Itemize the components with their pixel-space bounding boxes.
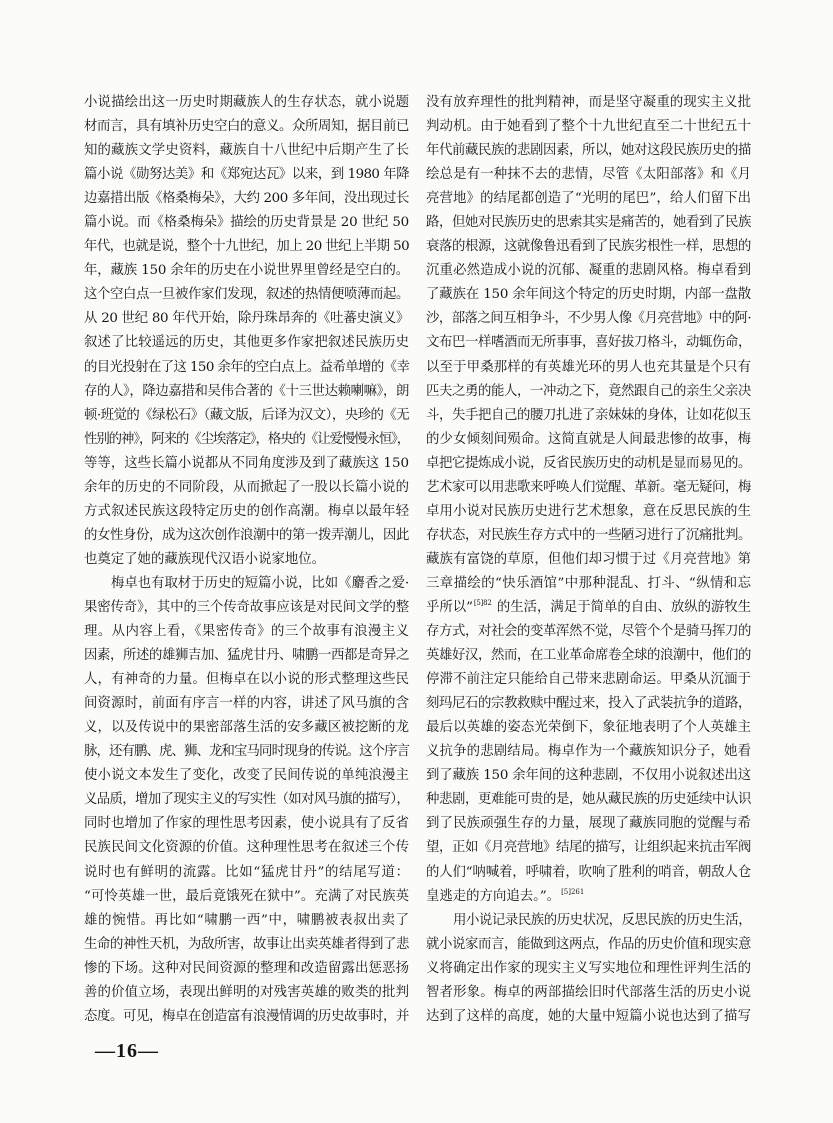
text-line: 脉，还有鹏、虎、狮、龙和宝马同时现身的传说。这个序言: [84, 744, 409, 760]
text-line: 的目光投射在了这 150 余年的空白点上。益希单增的《幸: [84, 359, 410, 375]
text-line: 民族民间文化资源的价值。这种理性思考在叙述三个传: [84, 840, 409, 856]
text-line: 果密传奇》，其中的三个传奇故事应该是对民间文学的整: [84, 599, 409, 615]
text-line: 沉重必然造成小说的沉郁、凝重的悲剧风格。梅卓看到: [426, 263, 751, 279]
text-line: 三章描绘的“快乐酒馆”中那种混乱、打斗、“纵情和忘: [426, 575, 751, 591]
text-segment: 乎所以”: [426, 599, 473, 615]
text-line: 也奠定了她的藏族现代汉语小说家地位。: [84, 551, 326, 567]
page-number: —16—: [95, 1040, 159, 1062]
text-line: 因素，所述的雄狮吉加、猛虎甘丹、啸鹏一西都是奇异之: [84, 648, 409, 664]
text-line: 用小说记录民族的历史状况，反思民族的历史生活，: [453, 912, 751, 928]
text-line: 义抗争的悲剧结局。梅卓作为一个藏族知识分子，她看: [426, 744, 751, 760]
text-line: 智者形象。梅卓的两部描绘旧时代部落生活的历史小说: [426, 984, 751, 1000]
text-line: 生命的神性天机，为敌所害，故事让出卖英雄者得到了悲: [84, 936, 409, 952]
text-line: 达到了这样的高度，她的大量中短篇小说也达到了描写: [426, 1008, 751, 1024]
text-line: 性别的神》，阿来的《尘埃落定》，格央的《让爱慢慢永恒》，: [84, 431, 409, 447]
text-line: 艺术家可以用悲歌来呼唤人们觉醒、革新。毫无疑问，梅: [426, 479, 751, 495]
text-line: 态度。可见，梅卓在创造富有浪漫情调的历史故事时，并: [84, 1008, 409, 1024]
text-line: 英雄好汉，然而，在工业革命席卷全球的浪潮中，他们的: [426, 648, 751, 664]
text-line: 惨的下场。这种对民间资源的整理和改造留露出惩恶扬: [84, 960, 409, 976]
right-column: [426, 91, 751, 1029]
text-line: 沙，部落之间互相争斗，不少男人像《月亮营地》中的阿·: [426, 311, 751, 327]
text-line: 种悲剧，更难能可贵的是，她从藏民族的历史延续中认识: [426, 792, 751, 808]
text-line: 卓把它提炼成小说，反省民族历史的动机是显而易见的。: [426, 455, 751, 471]
citation-superscript: [5]261: [561, 887, 585, 896]
text-line: 义将确定出作家的现实主义写实地位和理性评判生活的: [426, 960, 751, 976]
text-line: 义品质，增加了现实主义的写实性（如对风马旗的描写），: [84, 792, 409, 808]
text-line: 年，藏族 150 余年的历史在小说世界里曾经是空白的。: [84, 263, 409, 279]
text-line: 匹夫之勇的能人，一冲动之下，竟然跟自己的亲生父亲决: [426, 383, 751, 399]
text-line: 卓用小说对民族历史进行艺术想象，意在反思民族的生: [426, 503, 751, 519]
text-line: 雄的惋惜。再比如“啸鹏一西”中，啸鹏被表叔出卖了: [84, 912, 409, 928]
text-line: 梅卓也有取材于历史的短篇小说，比如《麝香之爱·: [111, 575, 409, 591]
text-line: 这个空白点一旦被作家们发现，叙述的热情便喷薄而起。: [84, 287, 409, 303]
text-line: 的少女倾刻间殒命。这简直就是人间最悲惨的故事，梅: [426, 431, 751, 447]
text-line: 叙述了比较遥远的历史，其他更多作家把叙述民族历史: [84, 335, 409, 351]
text-line: 的女性身份，成为这次创作浪潮中的第一拨弄潮儿，因此: [84, 527, 409, 543]
text-line: 就小说家而言，能做到这两点，作品的历史价值和现实意: [426, 936, 751, 952]
text-line: 边嘉措出版《格桑梅朵》，大约 200 多年间，没出现过长: [84, 191, 409, 207]
text-line: [426, 885, 751, 909]
text-line: 说时也有鲜明的流露。比如“猛虎甘丹”的结尾写道：: [84, 864, 409, 880]
text-line: 藏族有富饶的草原，但他们却习惯于过《月亮营地》第: [426, 551, 751, 567]
text-line: 路，但她对民族历史的思索其实是痛苦的，她看到了民族: [426, 215, 751, 231]
text-line: 了藏族在 150 余年间这个特定的历史时期，内部一盘散: [426, 287, 751, 303]
text-line: 方式叙述民族这段特定历史的创作高潮。梅卓以最年轻: [84, 503, 409, 519]
text-line: 绘总是有一种抹不去的悲情，尽管《太阳部落》和《月: [426, 167, 751, 183]
text-line: 知的藏族文学史资料，藏族自十八世纪中后期产生了长: [84, 143, 409, 159]
text-line: 篇小说《勋努达美》和《郑宛达瓦》以来，到 1980 年降: [84, 167, 409, 183]
text-line: 篇小说。而《格桑梅朵》描绘的历史背景是 20 世纪 50: [84, 215, 409, 231]
text-line: 余年的历史的不同阶段，从而掀起了一股以长篇小说的: [84, 479, 409, 495]
left-column: [84, 91, 409, 1029]
text-line: 最后以英雄的姿态光荣倒下，象征地表明了个人英雄主: [426, 720, 751, 736]
text-line: 衰落的根源，这就像鲁迅看到了民族劣根性一样，思想的: [426, 239, 751, 255]
text-line: 的人们“呐喊着，呼啸着，吹响了胜利的哨音，朝敌人仓: [426, 864, 751, 880]
text-line: 材而言，具有填补历史空白的意义。众所周知，据目前已: [84, 119, 409, 135]
text-line: 文布巴一样嗜酒而无所事事，喜好拔刀格斗，动辄伤命，: [426, 335, 751, 351]
text-line: 存方式，对社会的变革浑然不觉，尽管个个是骑马挥刀的: [426, 624, 751, 640]
text-line: 存状态，对民族生存方式中的一些陋习进行了沉痛批判。: [426, 527, 751, 543]
text-line: 义，以及传说中的果密部落生活的安多藏区被挖断的龙: [84, 720, 409, 736]
text-segment: 的生活，满足于简单的自由、放纵的游牧生: [492, 599, 752, 615]
text-line: 同时也增加了作家的理性思考因素，使小说具有了反省: [84, 816, 409, 832]
text-line: 望，正如《月亮营地》结尾的描写，让组织起来抗击军阀: [426, 840, 751, 856]
text-line: 理。从内容上看，《果密传奇》的三个故事有浪漫主义: [84, 624, 409, 640]
text-line: 没有放弃理性的批判精神，而是坚守凝重的现实主义批: [426, 95, 751, 110]
text-line: 刻玛尼石的宗教救赎中醒过来，投入了武装抗争的道路，: [426, 696, 751, 712]
text-line: 停滞不前注定只能给自己带来悲剧命运。甲桑从沉湎于: [426, 672, 751, 688]
text-line: 使小说文本发生了变化，改变了民间传说的单纯浪漫主: [84, 768, 409, 784]
text-line: 小说描绘出这一历史时期藏族人的生存状态，就小说题: [84, 95, 409, 110]
text-line: 年代，也就是说，整个十九世纪，加上 20 世纪上半期 50: [84, 239, 409, 255]
text-line: 善的价值立场，表现出鲜明的对残害英雄的败类的批判: [84, 984, 409, 1000]
text-line: 到了藏族 150 余年间的这种悲剧，不仅用小说叙述出这: [426, 768, 751, 784]
text-line: 等等，这些长篇小说都从不同角度涉及到了藏族这 150: [84, 455, 409, 471]
text-segment: 皇逃走的方向追去。”。: [426, 888, 561, 904]
text-line: 亮营地》的结尾都创造了“光明的尾巴”，给人们留下出: [426, 191, 751, 207]
text-line: 以至于甲桑那样的有英雄光环的男人也充其量是个只有: [426, 359, 751, 375]
text-line: 间资源时，前面有序言一样的内容，讲述了风马旗的含: [84, 696, 409, 712]
text-line: 存的人》，降边嘉措和吴伟合著的《十三世达赖喇嘛》，朗: [84, 383, 409, 399]
text-line: [426, 596, 751, 620]
text-line: “可怜英雄一世，最后竟饿死在狱中”。充满了对民族英: [84, 888, 409, 904]
text-line: 顿·班觉的《绿松石》（藏文版，后译为汉文），央珍的《无: [84, 407, 409, 423]
text-line: 从 20 世纪 80 年代开始，除丹珠昂奔的《吐蕃史演义》: [84, 311, 409, 327]
text-line: 人，有神奇的力量。但梅卓在以小说的形式整理这些民: [84, 672, 409, 688]
text-line: 判动机。由于她看到了整个十九世纪直至二十世纪五十: [426, 119, 751, 135]
text-line: 年代前藏民族的悲剧因素，所以，她对这段民族历史的描: [426, 143, 751, 159]
text-line: 斗，失手把自己的腰刀扎进了亲妹妹的身体，让如花似玉: [426, 407, 751, 423]
text-line: 到了民族顽强生存的力量，展现了藏族同胞的觉醒与希: [426, 816, 751, 832]
citation-superscript: [5]82: [473, 598, 492, 607]
